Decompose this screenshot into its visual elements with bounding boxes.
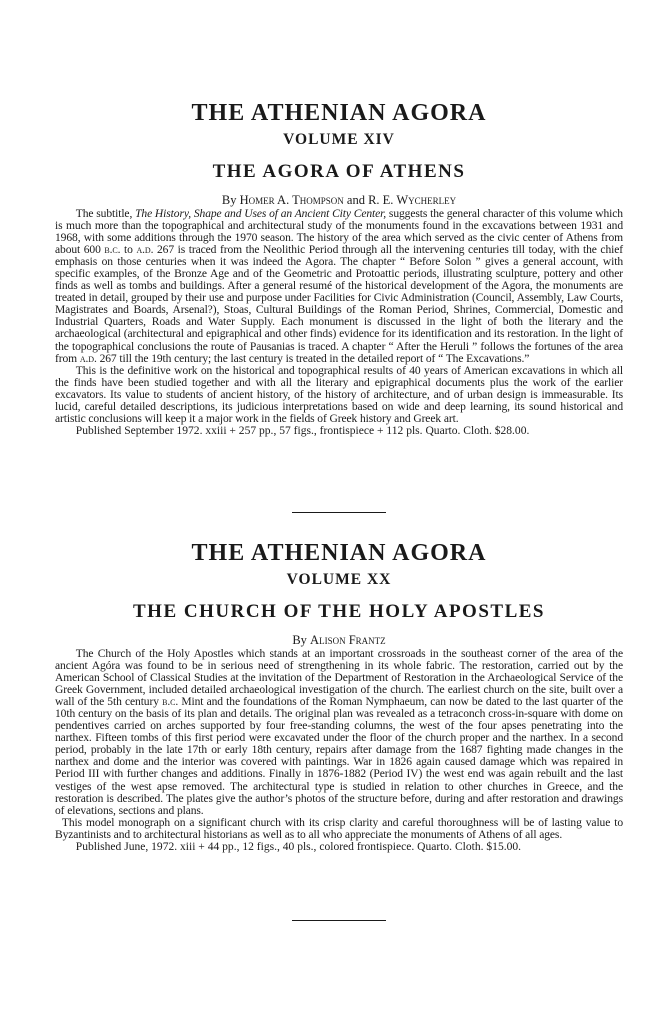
description-paragraph [55,648,623,817]
description-paragraph [55,208,623,365]
era-abbrev: b.c. [104,244,121,257]
author-name: R. E. Wycherley [368,193,457,207]
subtitle-italic: The History, Shape and Uses of an Ancient City Center, [135,208,387,220]
book-title: THE AGORA OF ATHENS [212,161,466,182]
text-run: 267 till the 19th century; the last century is treated in the detailed report of “ The Excavations.” [96,352,530,365]
publication-details: Published June, 1972. xiii + 44 pp., 12 figs., 40 pls., colored frontispiece. Quarto. Cloth. $15.00. [75,840,522,853]
byline [55,192,623,208]
byline-by: By [292,633,307,647]
era-abbrev: b.c. [162,696,179,709]
text-run: to [120,244,137,257]
series-title: THE ATHENIAN AGORA [191,100,487,126]
byline-and: and [346,193,365,207]
author-name: Homer A. Thompson [239,193,344,207]
era-abbrev: a.d. [136,244,154,257]
text-run: suggests the general character of this volume which is much more than the topographical and architectural study of the monuments found in the excavations between 1931 and 1968, with some additions through the 1970 season. The history of the area which served as the civic center of Athens from about 600 [55,208,623,257]
description-paragraph: This model monograph on a significant church with its crisp clarity and careful thoroughness will be of lasting value to Byzantinists and to architectural historians as well as to all who appreciate the monuments of Athens of all ages. [55,816,623,841]
volume-number: VOLUME XIV [283,131,395,148]
series-title: THE ATHENIAN AGORA [191,540,487,566]
section-divider [292,512,386,513]
author-name: Alison Frantz [310,633,386,647]
byline [55,632,623,648]
text-run: The Church of the Holy Apostles which stands at an important crossroads in the southeast corner of the area of the ancient Agóra was found to be in serious need of strengthening in its whole fabric. The restoration, carried out by the American School of Classical Studies at the invitation of the Department of Restoration in the Archaeological Service of the Greek Government, included detailed archaeological investigation of the church. The earliest church on the site, built over a wall of the 5th century [55,648,623,709]
volume-number: VOLUME XX [286,571,392,588]
era-abbrev: a.d. [79,352,97,365]
byline-by: By [221,193,237,207]
book-title: THE CHURCH OF THE HOLY APOSTLES [133,601,545,622]
volume-xx-section [55,538,623,853]
volume-xiv-section [55,98,623,437]
publication-details: Published September 1972. xxiii + 257 pp., 57 figs., frontispiece + 112 pls. Quarto. Cloth. $28.00. [75,424,530,437]
section-divider [292,920,386,921]
text-run: 267 is traced from the Neolithic Period through all the intervening centuries till today, with the chief emphasis on those centuries when it was indeed the Agora. The chapter “ Before Solon ” gives a general account, with specific examples, of the Bronze Age and of the Geometric and Protoattic periods, illustrating sculpture, pottery and other finds as well as tombs and buildings. After a general resumé of the historical development of the Agora, the monuments are treated in detail, grouped by their use and purpose under Facilities for Civic Administration (Council, Assembly, Law Courts, Magistrates and Boards, Arsenal?), Stoas, Cultural Buildings of the Roman Period, Shrines, Commercial, Domestic and Industrial Quarters, Roads and Water Supply. Each monument is discussed in the light of both the literary and the archaeological (architectural and epigraphical and other finds) evidence for its identification and its restoration. In the light of the topographical conclusions the route of Pausanias is traced. A chapter “ After the Heruli ” follows the fortunes of the area from [55,244,624,365]
text-run: Mint and the foundations of the Roman Nymphaeum, can now be dated to the last quarter of the 10th century on the basis of its plan and details. The original plan was revealed as a tetraconch cross-in-square with dome on pendentives carried on arches supported by four free-standing columns, the west of the four apses penetrating into the narthex. Fifteen tombs of this first period were excavated under the floor of the church proper and the narthex. In a second period, probably in the late 17th or early 18th century, repairs after damage from the 1687 fighting made changes in the narthex and dome and the interior was covered with paintings. War in 1826 again caused damage which was repaired in Period III with further changes and additions. Finally in 1876-1882 (Period IV) the west end was again rebuilt and the last vestiges of the west apse removed. The architectural type is studied in relation to other churches in Greece, and the restoration is described. The plates give the author’s photos of the structure before, during and after restoration and drawings of elevations, sections and plans. [55,696,623,817]
text-run: The subtitle, [75,208,136,220]
description-paragraph: This is the definitive work on the historical and topographical results of 40 years of American excavations in which all the finds have been studied together and with all the literary and epigraphical documents plus the work of the earlier excavators. Its value to students of ancient history, of the history of architecture, and of urban design is immeasurable. Its lucid, careful detailed descriptions, its judicious interpretations based on wide and deep learning, its sound historical and artistic conclusions will keep it a major work in the fields of Greek history and Greek art. [55,364,623,425]
